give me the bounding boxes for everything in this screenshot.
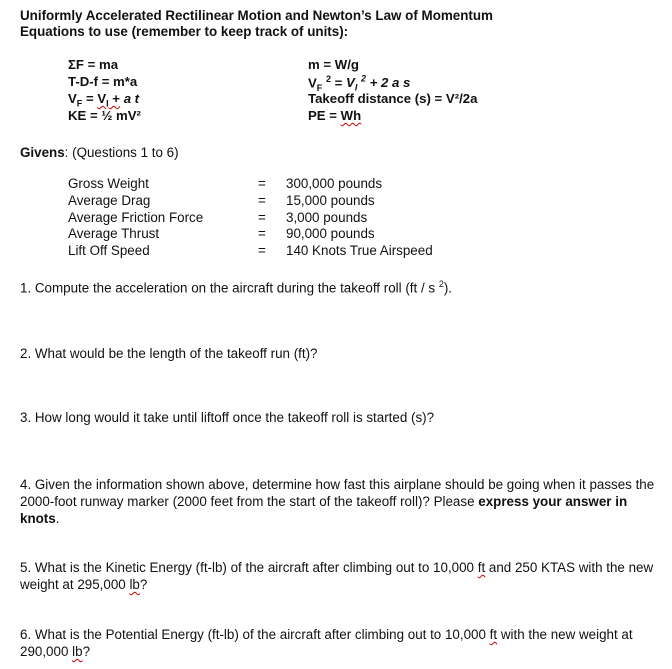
equation-takeoff-distance: Takeoff distance (s) = V²/2a: [308, 91, 478, 106]
question-1: 1. Compute the acceleration on the aircraft during the takeoff roll (ft / s $^2$).: [20, 279, 453, 296]
equation-net-force: T-D-f = m*a: [68, 74, 138, 89]
given-equals: =: [258, 226, 266, 241]
given-equals: =: [258, 243, 266, 258]
equation-kinetic-energy: KE = ½ mV²: [68, 108, 141, 123]
equation-force: ΣF = ma: [68, 57, 119, 72]
document-title: Uniformly Accelerated Rectilinear Motion and Newton’s Law of Momentum: [20, 8, 493, 23]
question-4-text: 4. Given the information shown above, determine how fast this airplane should be going when it passes the 2000-foot runway marker (2000 feet from the start of the takeoff roll)? Please: [20, 477, 655, 509]
given-value: 300,000 pounds: [286, 176, 383, 191]
given-name: Lift Off Speed: [68, 243, 150, 258]
given-value: 15,000 pounds: [286, 193, 375, 208]
given-value: 140 Knots True Airspeed: [286, 243, 433, 258]
equation-velocity: $V_F = V_I + a$ t: [68, 91, 140, 109]
given-name: Average Thrust: [68, 226, 160, 241]
question-4: 4. Given the information shown above, determine how fast this airplane should be going when it passes the 2000-foot runway marker (2000 feet from the start of the takeoff roll)? Please express your answer in knots.: [20, 477, 655, 526]
question-2: 2. What would be the length of the takeoff run (ft)?: [20, 346, 318, 361]
given-equals: =: [258, 193, 266, 208]
givens-note: : (Questions 1 to 6): [64, 145, 179, 160]
question-3: 3. How long would it take until liftoff once the takeoff roll is started (s)?: [20, 410, 435, 425]
question-6: 6. What is the Potential Energy (ft-lb) of the aircraft after climbing out to 10,000 ft with the new weight at 290,000 lb?: [20, 627, 633, 659]
unit-lb: lb: [129, 577, 140, 592]
given-value: 3,000 pounds: [286, 210, 368, 225]
given-equals: =: [258, 210, 266, 225]
equations-heading: Equations to use (remember to keep track of units):: [20, 24, 349, 39]
given-name: Average Friction Force: [68, 210, 204, 225]
given-value: 90,000 pounds: [286, 226, 375, 241]
equation-potential-energy: PE = Wh: [308, 108, 362, 123]
equation-velocity-squared: $V_F$ $^2 = V_I$ $^2$ + 2 a s: [308, 74, 411, 94]
equation-mass: m = W/g: [308, 57, 359, 72]
unit-lb: lb: [72, 644, 83, 659]
question-4-emphasis: express your answer in knots: [20, 494, 628, 526]
givens-label: Givens: [20, 145, 65, 160]
unit-ft: ft: [477, 560, 486, 575]
given-equals: =: [258, 176, 266, 191]
given-name: Gross Weight: [68, 176, 149, 191]
unit-ft: ft: [489, 627, 498, 642]
givens-heading: [20, 145, 179, 160]
given-name: Average Drag: [68, 193, 151, 208]
question-5: 5. What is the Kinetic Energy (ft-lb) of the aircraft after climbing out to 10,000 ft and 250 KTAS with the new weight at 295,000 lb?: [20, 560, 654, 592]
